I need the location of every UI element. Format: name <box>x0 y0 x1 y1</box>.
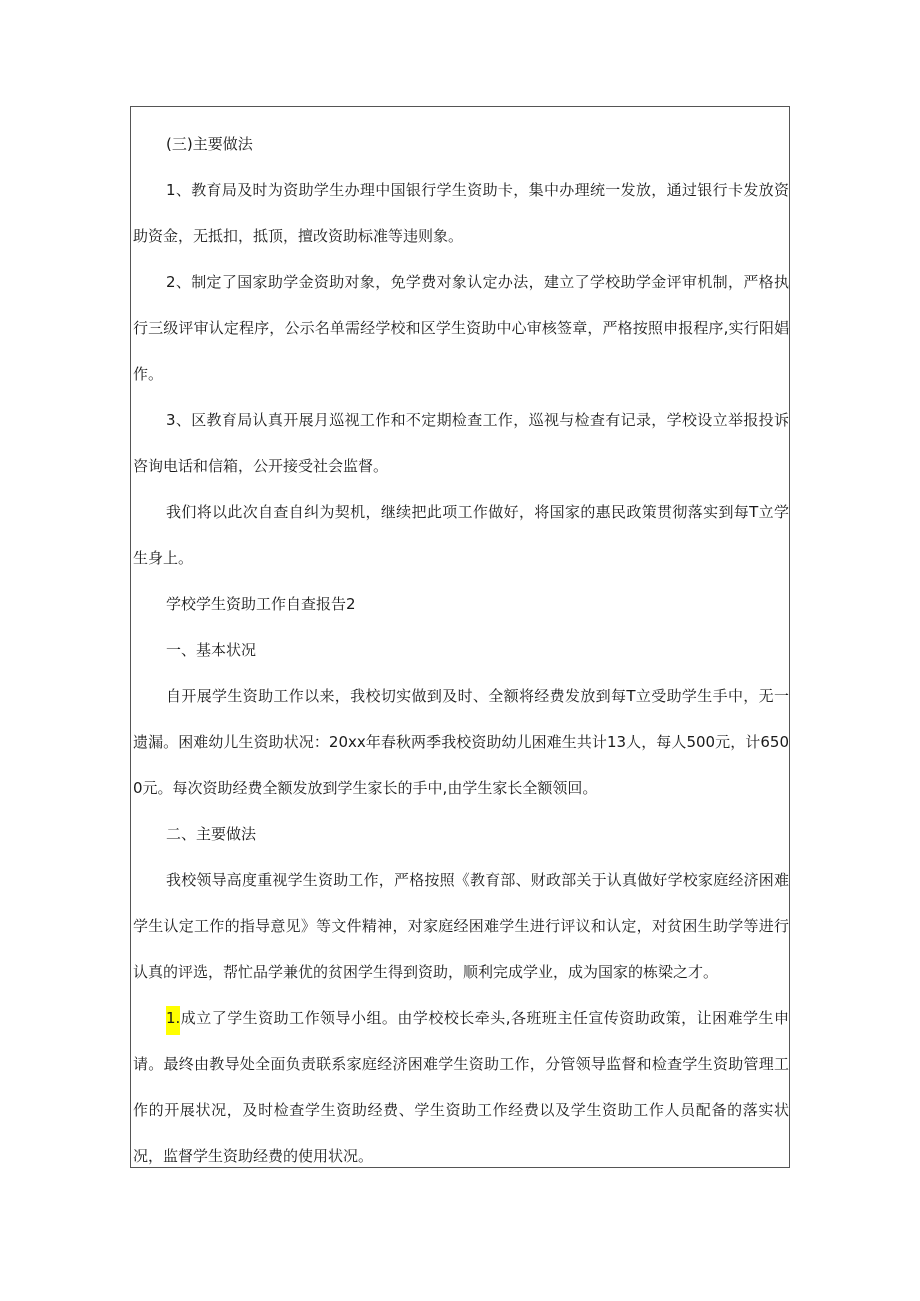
section-heading-methods: 二、主要做法 <box>166 825 257 843</box>
paragraph-item-2: 2、制定了国家助学金资助对象，免学费对象认定办法，建立了学校助学金评审机制，严格执行三级评审认定程序，公示名单需经学校和区学生资助中心审核签章，严格按照申报程序,实行阳娼作。 <box>133 273 789 383</box>
document-body <box>133 121 789 1179</box>
paragraph-leadership-text: 成立了学生资助工作领导小组。由学校校长牵头,各班班主任宣传资助政策，让困难学生申请。最终由教导处全面负责联系家庭经济困难学生资助工作，分管领导监督和检查学生资助管理工作的开展状况，及时检查学生资助经费、学生资助工作经费以及学生资助工作人员配备的落实状况，监督学生资助经费的使用状况。 <box>133 1009 789 1165</box>
section-heading-basic: 一、基本状况 <box>166 641 257 659</box>
paragraph-section-heading-3: (三)主要做法 <box>166 135 253 153</box>
paragraph-basic-status: 自开展学生资助工作以来，我校切实做到及时、全额将经费发放到每T立受助学生手中，无一遗漏。困难幼儿生资助状况：20xx年春秋两季我校资助幼儿困难生共计13人，每人500元，计6500元。每次资助经费全额发放到学生家长的手中,由学生家长全额领回。 <box>133 687 789 797</box>
paragraph-leadership-group <box>133 995 789 1179</box>
highlighted-list-marker: 1. <box>166 1006 180 1035</box>
report-title: 学校学生资助工作自查报告2 <box>166 595 356 613</box>
paragraph-methods: 我校领导高度重视学生资助工作，严格按照《教育部、财政部关于认真做好学校家庭经济困难学生认定工作的指导意见》等文件精神，对家庭经困难学生进行评议和认定，对贫困生助学等进行认真的评选，帮忙品学兼优的贫困学生得到资助，顺利完成学业，成为国家的栋梁之才。 <box>133 871 789 981</box>
paragraph-conclusion: 我们将以此次自查自纠为契机，继续把此项工作做好，将国家的惠民政策贯彻落实到每T立学生身上。 <box>133 503 789 567</box>
paragraph-item-3: 3、区教育局认真开展月巡视工作和不定期检查工作，巡视与检查有记录，学校设立举报投诉咨询电话和信箱，公开接受社会监督。 <box>133 411 789 475</box>
paragraph-item-1: 1、教育局及时为资助学生办理中国银行学生资助卡，集中办理统一发放，通过银行卡发放资助资金，无抵扣，抵顶，擅改资助标准等违则象。 <box>133 181 789 245</box>
